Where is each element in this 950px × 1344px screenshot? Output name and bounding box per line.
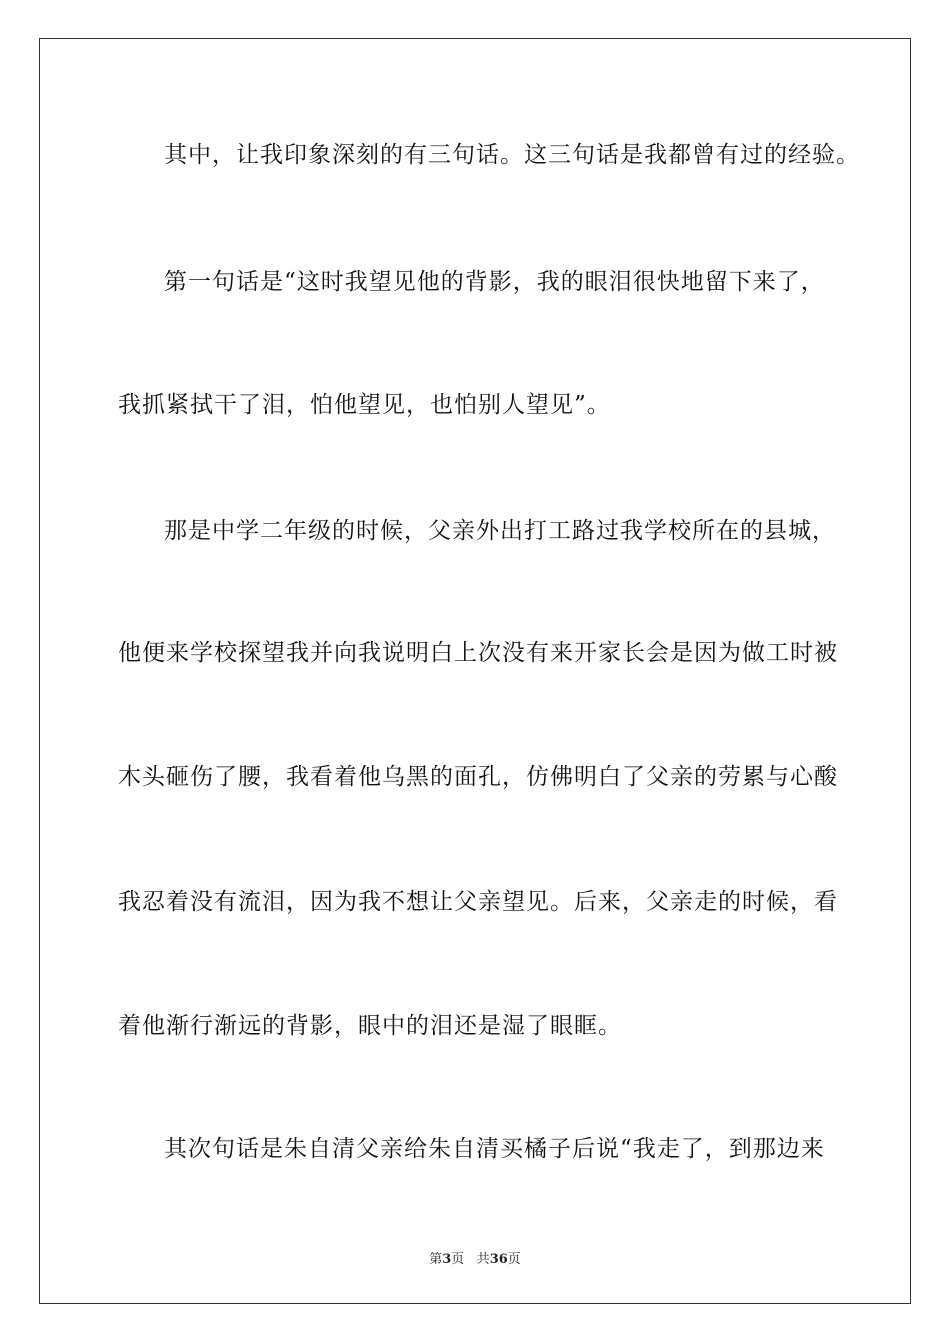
text-line-6: 木头砸伤了腰，我看着他乌黑的面孔，仿佛明白了父亲的劳累与心酸 — [118, 764, 838, 790]
text-line-9: 其次句话是朱自清父亲给朱自清买橘子后说“我走了，到那边来 — [164, 1136, 825, 1162]
total-prefix: 共 — [476, 1252, 490, 1267]
page-prefix: 第 — [429, 1252, 443, 1267]
text-line-7: 我忍着没有流泪，因为我不想让父亲望见。后来，父亲走的时候，看 — [118, 889, 838, 915]
text-line-3: 我抓紧拭干了泪，怕他望见，也怕别人望见”。 — [118, 392, 611, 418]
text-line-4: 那是中学二年级的时候，父亲外出打工路过我学校所在的县城， — [164, 518, 836, 544]
text-line-8: 着他渐行渐远的背影，眼中的泪还是湿了眼眶。 — [118, 1013, 622, 1039]
page-footer — [0, 1248, 950, 1267]
page-suffix: 页 — [451, 1252, 465, 1267]
text-line-5: 他便来学校探望我并向我说明白上次没有来开家长会是因为做工时被 — [118, 640, 838, 666]
text-line-1: 其中，让我印象深刻的有三句话。这三句话是我都曾有过的经验。 — [164, 142, 860, 168]
page-border — [39, 38, 911, 1304]
total-pages: 36 — [489, 1252, 508, 1267]
page-number: 3 — [442, 1252, 452, 1267]
text-line-2: 第一句话是“这时我望见他的背影，我的眼泪很快地留下来了， — [164, 269, 825, 295]
total-suffix: 页 — [507, 1252, 521, 1267]
